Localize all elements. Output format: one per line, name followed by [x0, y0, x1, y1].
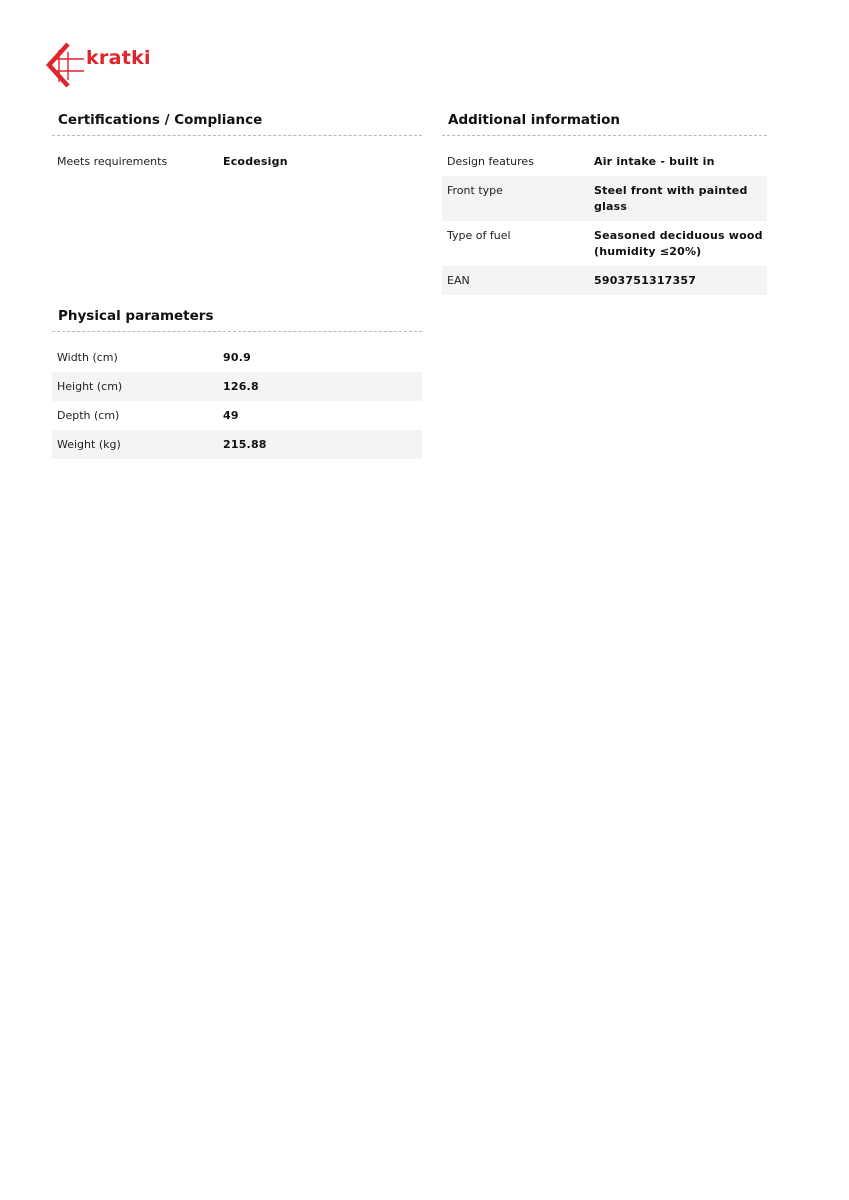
- spec-value: Steel front with painted glass: [594, 184, 748, 213]
- spec-table: [52, 343, 422, 459]
- spec-row: [52, 372, 422, 401]
- spec-value: Air intake - built in: [594, 155, 715, 168]
- spec-value: 90.9: [223, 351, 251, 364]
- brand-name: kratki: [86, 47, 151, 69]
- spec-label: Type of fuel: [447, 229, 511, 242]
- spec-row: [52, 401, 422, 430]
- spec-label: EAN: [447, 274, 470, 287]
- spec-label: Width (cm): [57, 351, 118, 364]
- additional-info-section: [442, 110, 767, 295]
- spec-label: Height (cm): [57, 380, 123, 393]
- spec-value: Seasoned deciduous wood (humidity ≤20%): [594, 229, 763, 258]
- spec-row: [442, 221, 767, 266]
- brand-logo: [46, 42, 180, 88]
- spec-row: [442, 147, 767, 176]
- spec-label: Weight (kg): [57, 438, 121, 451]
- certifications-section: [52, 110, 422, 176]
- spec-label: Depth (cm): [57, 409, 120, 422]
- spec-row: [442, 266, 767, 295]
- section-title: Certifications / Compliance: [52, 110, 422, 136]
- spec-value: 215.88: [223, 438, 267, 451]
- spec-label: Meets requirements: [57, 155, 168, 168]
- spec-row: [52, 147, 422, 176]
- spec-label: Design features: [447, 155, 534, 168]
- spec-row: [442, 176, 767, 221]
- kratki-logo-icon: [46, 42, 90, 88]
- section-title: Additional information: [442, 110, 767, 136]
- spec-table: [442, 147, 767, 295]
- physical-parameters-section: [52, 306, 422, 459]
- spec-value: Ecodesign: [223, 155, 288, 168]
- spec-table: [52, 147, 422, 176]
- spec-value: 5903751317357: [594, 274, 697, 287]
- spec-value: 49: [223, 409, 239, 422]
- spec-row: [52, 343, 422, 372]
- spec-value: 126.8: [223, 380, 259, 393]
- spec-label: Front type: [447, 184, 503, 197]
- spec-row: [52, 430, 422, 459]
- section-title: Physical parameters: [52, 306, 422, 332]
